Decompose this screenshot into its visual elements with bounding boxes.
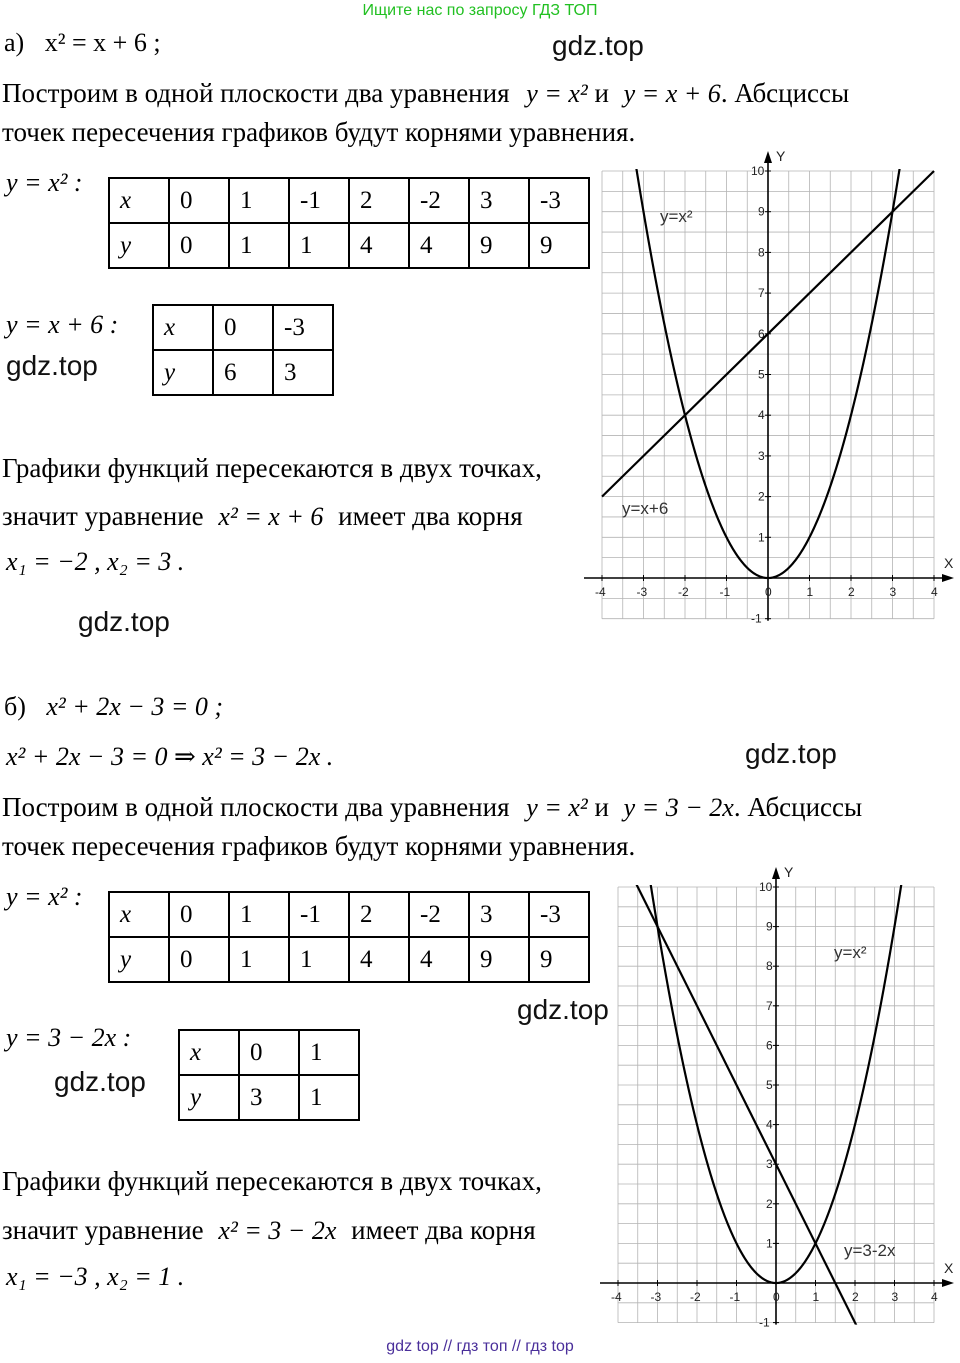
y-tick-label: 3 <box>766 1157 773 1172</box>
table-cell: y <box>109 937 169 982</box>
intro-and: и <box>594 78 609 108</box>
series-label: y=x² <box>834 943 867 962</box>
table-cell: 0 <box>239 1030 299 1075</box>
part-a-table1 <box>108 177 590 269</box>
table-cell: 1 <box>299 1075 359 1120</box>
part-b-conclusion-line2 <box>2 1214 536 1247</box>
intro-and: и <box>594 792 609 822</box>
part-a-conclusion-line2 <box>2 500 523 533</box>
table-cell: -3 <box>529 178 589 223</box>
table-cell: -3 <box>529 892 589 937</box>
watermark: gdz.top <box>6 350 98 381</box>
conclusion-equation: x² = x + 6 <box>218 502 324 531</box>
part-b-table1 <box>108 891 590 983</box>
table-cell: x <box>179 1030 239 1075</box>
conclusion-text: значит уравнение <box>2 501 204 531</box>
table-cell: 0 <box>169 223 229 268</box>
table-row <box>153 305 333 350</box>
y-axis-label: Y <box>784 864 794 880</box>
y-tick-label: 7 <box>766 998 773 1013</box>
table-cell: 1 <box>229 937 289 982</box>
table-cell: 1 <box>229 223 289 268</box>
part-b-roots: x₁ = −3 , x₂ = 1 . <box>6 1262 185 1291</box>
y-tick-label: 1 <box>758 530 765 545</box>
y-tick-label: 1 <box>766 1236 773 1251</box>
y-tick-label: -1 <box>759 1315 770 1330</box>
part-a-table1-label: y = x² : <box>6 168 83 197</box>
x-tick-label: -3 <box>636 585 648 599</box>
conclusion-text: значит уравнение <box>2 1215 204 1245</box>
intro-end: . Абсциссы <box>733 792 863 822</box>
y-axis-arrow-icon <box>772 867 780 879</box>
x-tick-label: -1 <box>719 585 731 599</box>
x-axis-arrow-icon <box>942 574 954 582</box>
table-cell: 1 <box>229 178 289 223</box>
y-tick-label: 8 <box>766 959 773 974</box>
intro-formula-2: y = x + 6 <box>623 79 721 108</box>
table-cell: 3 <box>273 350 333 395</box>
part-b-table2-label: y = 3 − 2x : <box>6 1023 132 1052</box>
table-cell: 2 <box>349 892 409 937</box>
table-cell: 4 <box>349 937 409 982</box>
y-tick-label: 7 <box>758 286 765 301</box>
y-tick-label: 10 <box>759 880 773 894</box>
part-a-intro-line2: точек пересечения графиков будут корнями уравнения. <box>2 117 636 147</box>
intro-end: . Абсциссы <box>720 78 850 108</box>
y-tick-label: 5 <box>758 367 765 382</box>
table-cell: 0 <box>169 178 229 223</box>
conclusion-equation: x² = 3 − 2x <box>218 1216 337 1245</box>
y-tick-label: 4 <box>766 1117 773 1132</box>
table-cell: 1 <box>289 937 349 982</box>
watermark: gdz.top <box>78 606 170 637</box>
table-cell: 1 <box>229 892 289 937</box>
series-label: y=x² <box>660 207 693 226</box>
search-banner[interactable]: Ищите нас по запросу ГДЗ ТОП <box>362 2 598 19</box>
part-b-table2 <box>178 1029 360 1121</box>
table-cell: 0 <box>213 305 273 350</box>
table-cell: -2 <box>409 892 469 937</box>
x-tick-label: 1 <box>806 585 814 599</box>
part-b-equation: x² + 2x − 3 = 0 ; <box>46 692 224 721</box>
table-cell: 9 <box>529 937 589 982</box>
intro-text: Построим в одной плоскости два уравнения <box>2 792 510 822</box>
table-row <box>109 937 589 982</box>
table-row <box>109 892 589 937</box>
x-tick-label: 0 <box>765 585 772 599</box>
table-cell: 3 <box>239 1075 299 1120</box>
y-tick-label: 3 <box>758 448 765 463</box>
table-cell: -1 <box>289 178 349 223</box>
x-tick-label: -4 <box>611 1290 622 1304</box>
table-cell: 4 <box>409 937 469 982</box>
table-cell: 9 <box>469 223 529 268</box>
table-cell: x <box>153 305 213 350</box>
part-a-roots: x₁ = −2 , x₂ = 3 . <box>6 547 185 576</box>
x-tick-label: 3 <box>891 1290 899 1304</box>
watermark: gdz.top <box>517 994 609 1025</box>
x-tick-label: -2 <box>690 1290 701 1304</box>
y-tick-label: -1 <box>751 611 762 626</box>
part-b-intro-line1 <box>2 791 862 824</box>
part-b-intro-line2: точек пересечения графиков будут корнями уравнения. <box>2 831 636 861</box>
part-a-equation: x² = x + 6 ; <box>44 28 161 57</box>
table-cell: 0 <box>169 892 229 937</box>
series-label: y=x+6 <box>622 499 669 518</box>
x-tick-label: 0 <box>773 1290 780 1304</box>
table-row <box>179 1075 359 1120</box>
series-label: y=3-2x <box>844 1241 896 1260</box>
part-b-label: б) <box>4 692 26 721</box>
table-cell: -1 <box>289 892 349 937</box>
table-row <box>153 350 333 395</box>
table-cell: 0 <box>169 937 229 982</box>
part-b-conclusion-line1: Графики функций пересекаются в двух точках, <box>2 1166 542 1196</box>
part-b-heading <box>4 692 223 722</box>
y-tick-label: 6 <box>758 326 765 341</box>
table-row <box>109 223 589 268</box>
table-cell: 4 <box>409 223 469 268</box>
y-tick-label: 8 <box>758 245 765 260</box>
x-tick-label: 4 <box>931 1290 938 1304</box>
footer-links[interactable]: gdz top // гдз топ // гдз top <box>386 1338 574 1355</box>
table-cell: x <box>109 178 169 223</box>
table-row <box>179 1030 359 1075</box>
y-tick-label: 9 <box>758 204 765 219</box>
conclusion-text: имеет два корня <box>338 501 523 531</box>
watermark: gdz.top <box>552 30 644 61</box>
y-axis-label: Y <box>776 148 786 164</box>
table-cell: x <box>109 892 169 937</box>
part-a-intro-line1 <box>2 77 849 110</box>
y-axis-arrow-icon <box>764 151 772 163</box>
intro-formula-1: y = x² <box>526 793 588 822</box>
x-tick-label: 1 <box>812 1290 820 1304</box>
chart-a <box>580 140 960 640</box>
y-tick-label: 4 <box>758 408 765 423</box>
table-cell: 2 <box>349 178 409 223</box>
part-b-transform: x² + 2x − 3 = 0 ⇒ x² = 3 − 2x . <box>6 742 334 771</box>
x-tick-label: 3 <box>889 585 897 599</box>
watermark: gdz.top <box>54 1066 146 1097</box>
x-tick-label: 2 <box>852 1290 859 1304</box>
x-tick-label: -2 <box>678 585 689 599</box>
y-tick-label: 2 <box>766 1196 773 1211</box>
y-tick-label: 2 <box>758 489 765 504</box>
part-a-table2-label: y = x + 6 : <box>6 310 119 339</box>
intro-formula-1: y = x² <box>526 79 588 108</box>
part-a-conclusion-line1: Графики функций пересекаются в двух точках, <box>2 453 542 483</box>
watermark: gdz.top <box>745 738 837 769</box>
part-b-table1-label: y = x² : <box>6 882 83 911</box>
table-cell: 1 <box>299 1030 359 1075</box>
y-tick-label: 5 <box>766 1078 773 1092</box>
table-cell: -2 <box>409 178 469 223</box>
table-cell: y <box>153 350 213 395</box>
part-a-table2 <box>152 304 334 396</box>
x-axis-arrow-icon <box>942 1279 954 1287</box>
table-cell: 9 <box>469 937 529 982</box>
table-cell: 9 <box>529 223 589 268</box>
x-tick-label: 4 <box>931 585 938 599</box>
conclusion-text: имеет два корня <box>351 1215 536 1245</box>
table-cell: 1 <box>289 223 349 268</box>
part-a-label: а) <box>4 28 25 57</box>
intro-text: Построим в одной плоскости два уравнения <box>2 78 510 108</box>
x-tick-label: -4 <box>595 585 606 599</box>
table-cell: 6 <box>213 350 273 395</box>
table-row <box>109 178 589 223</box>
table-cell: 3 <box>469 892 529 937</box>
y-tick-label: 6 <box>766 1038 773 1053</box>
x-tick-label: 2 <box>848 585 855 599</box>
table-cell: y <box>179 1075 239 1120</box>
table-cell: 4 <box>349 223 409 268</box>
x-axis-label: X <box>944 555 954 571</box>
x-tick-label: -3 <box>650 1290 662 1304</box>
table-cell: -3 <box>273 305 333 350</box>
y-tick-label: 10 <box>751 164 765 178</box>
x-tick-label: -1 <box>729 1290 741 1304</box>
table-cell: 3 <box>469 178 529 223</box>
x-axis-label: X <box>944 1260 954 1276</box>
intro-formula-2: y = 3 − 2x <box>623 793 734 822</box>
table-cell: y <box>109 223 169 268</box>
chart-b <box>590 862 960 1337</box>
y-tick-label: 9 <box>766 919 773 934</box>
part-a-heading <box>4 28 161 58</box>
